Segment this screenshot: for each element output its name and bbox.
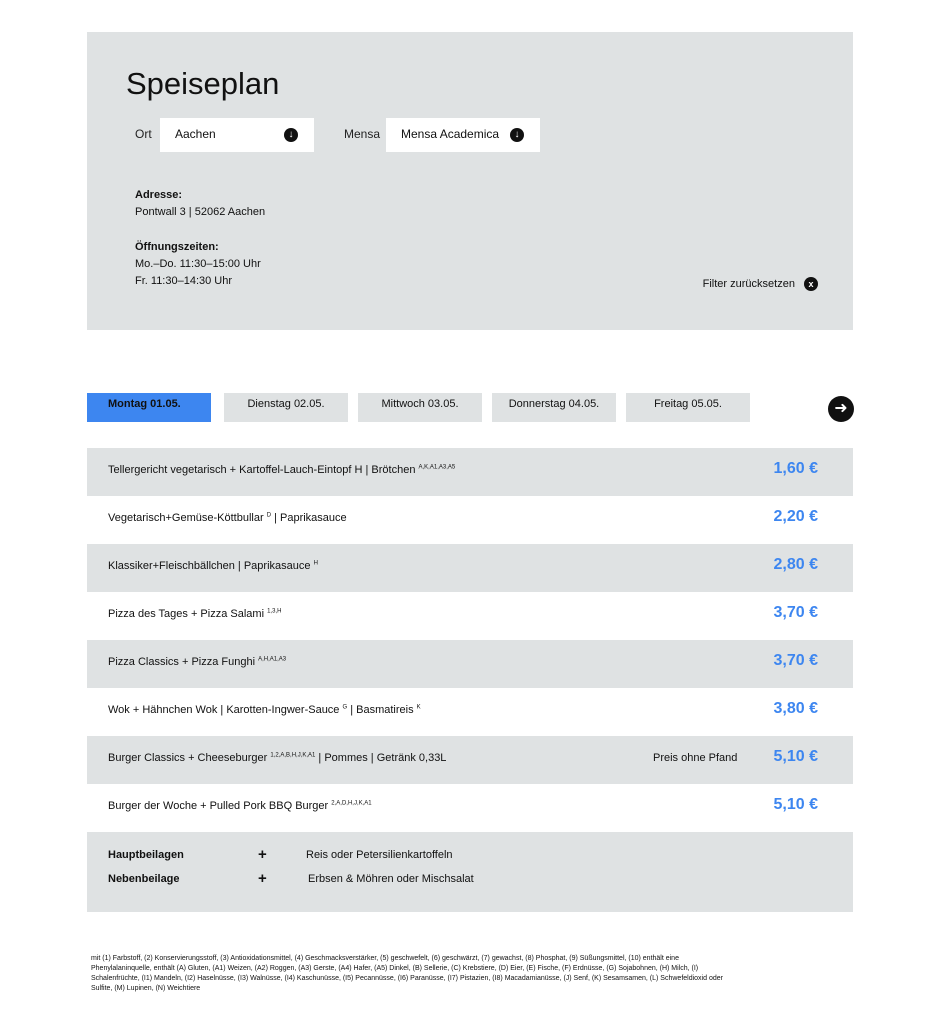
menu-row bbox=[87, 448, 853, 496]
tab-donnerstag[interactable]: Donnerstag 04.05. bbox=[492, 393, 616, 422]
price: 2,20 € bbox=[773, 508, 818, 525]
menu-row bbox=[87, 592, 853, 640]
menu-item-text-2: | Paprikasauce bbox=[271, 512, 347, 524]
mensa-label: Mensa bbox=[344, 127, 381, 141]
hours-line-1: Mo.–Do. 11:30–15:00 Uhr bbox=[135, 258, 261, 270]
address-block bbox=[135, 187, 265, 221]
price: 3,70 € bbox=[773, 652, 818, 669]
address-value: Pontwall 3 | 52062 Aachen bbox=[135, 206, 266, 218]
menu-item-text: Tellergericht vegetarisch + Kartoffel-Lauch-Eintopf H | Brötchen bbox=[108, 464, 416, 476]
allergen-codes: A,K,A1,A3,A5 bbox=[418, 464, 456, 471]
allergen-codes: D bbox=[266, 512, 272, 519]
allergen-codes: 1,3,H bbox=[267, 608, 282, 615]
price: 3,80 € bbox=[773, 700, 818, 717]
mensa-value: Mensa Academica bbox=[401, 127, 500, 141]
arrow-down-circle-icon: ↓ bbox=[284, 128, 298, 142]
menu-item-text: Pizza des Tages + Pizza Salami bbox=[108, 608, 265, 620]
page-title: Speiseplan bbox=[126, 66, 280, 101]
ort-value: Aachen bbox=[175, 127, 216, 141]
plus-icon: + bbox=[258, 870, 267, 887]
tab-dienstag[interactable]: Dienstag 02.05. bbox=[224, 393, 348, 422]
menu-item-text: Klassiker+Fleischbällchen | Paprikasauce bbox=[108, 560, 311, 572]
side-value: Erbsen & Möhren oder Mischsalat bbox=[308, 873, 474, 885]
price: 5,10 € bbox=[773, 796, 818, 813]
allergen-codes-2: K bbox=[416, 704, 421, 711]
allergen-codes: H bbox=[313, 560, 318, 567]
price-note: Preis ohne Pfand bbox=[653, 752, 738, 764]
reset-filter-label: Filter zurücksetzen bbox=[702, 277, 795, 290]
price: 2,80 € bbox=[773, 556, 818, 573]
side-dishes-panel bbox=[87, 832, 853, 912]
ort-select[interactable] bbox=[160, 118, 314, 152]
menu-row bbox=[87, 544, 853, 592]
header-panel bbox=[87, 32, 853, 330]
mensa-select[interactable] bbox=[386, 118, 540, 152]
allergen-codes: 2,A,D,H,J,K,A1 bbox=[331, 800, 372, 807]
main-sides-label: Hauptbeilagen bbox=[108, 849, 184, 861]
arrow-down-circle-icon: ↓ bbox=[510, 128, 524, 142]
menu-row bbox=[87, 640, 853, 688]
tab-freitag[interactable]: Freitag 05.05. bbox=[626, 393, 750, 422]
menu-row bbox=[87, 784, 853, 832]
price: 1,60 € bbox=[773, 460, 818, 477]
hours-block bbox=[135, 239, 261, 290]
close-circle-icon: x bbox=[804, 277, 818, 291]
menu-row bbox=[87, 736, 853, 784]
main-sides-value: Reis oder Petersilienkartoffeln bbox=[306, 849, 453, 861]
menu-item-text-2: | Pommes | Getränk 0,33L bbox=[315, 752, 447, 764]
address-label: Adresse: bbox=[135, 189, 183, 201]
hours-line-2: Fr. 11:30–14:30 Uhr bbox=[135, 275, 233, 287]
menu-item-text: Pizza Classics + Pizza Funghi bbox=[108, 656, 256, 668]
allergen-footnote: mit (1) Farbstoff, (2) Konservierungsstoff, (3) Antioxidationsmittel, (4) Geschmacksverstärker, (5) geschwefelt, (6) geschwärzt, (7) gewachst, (8) Phosphat, (9) Süßungsmittel, (10) enthält eine Phenylalaninquelle, enthält (A) Gluten, (A1) Weizen, (A2) Roggen, (A3) Gerste, (A4) Hafer, (A5) Dinkel, (B) Sellerie, (C) Krebstiere, (D) Eier, (E) Fische, (F) Erdnüsse, (G) Sojabohnen, (H) Milch, (I) Schalenfrüchte, (I1) Mandeln, (I2) Haselnüsse, (I3) Walnüsse, (I4) Kaschunüsse, (I5) Pecannüsse, (I6) Paranüsse, (I7) Pistazien, (I8) Macadamianüsse, (J) Senf, (K) Sesamsamen, (L) Schwefeldioxid oder Sulfite, (M) Lupinen, (N) Weichtiere bbox=[91, 955, 723, 992]
price: 5,10 € bbox=[773, 748, 818, 765]
tab-montag[interactable]: Montag 01.05. bbox=[87, 393, 211, 422]
ort-label: Ort bbox=[135, 127, 152, 141]
menu-list bbox=[87, 448, 853, 832]
allergen-codes: A,H,A1,A3 bbox=[258, 656, 287, 663]
side-label: Nebenbeilage bbox=[108, 873, 180, 885]
allergen-codes: G bbox=[342, 704, 348, 711]
menu-item-text: Burger Classics + Cheeseburger bbox=[108, 752, 268, 764]
reset-filter-button[interactable] bbox=[703, 277, 818, 291]
menu-item-text: Wok + Hähnchen Wok | Karotten-Ingwer-Sauce bbox=[108, 704, 340, 716]
menu-row bbox=[87, 688, 853, 736]
price: 3,70 € bbox=[773, 604, 818, 621]
menu-item-text: Vegetarisch+Gemüse-Köttbullar bbox=[108, 512, 264, 524]
hours-label: Öffnungszeiten: bbox=[135, 241, 219, 253]
menu-item-text-2: | Basmatireis bbox=[347, 704, 414, 716]
allergen-codes: 1,2,A,B,H,J,K,A1 bbox=[270, 752, 316, 759]
menu-row bbox=[87, 496, 853, 544]
plus-icon: + bbox=[258, 846, 267, 863]
tab-mittwoch[interactable]: Mittwoch 03.05. bbox=[358, 393, 482, 422]
arrow-right-circle-icon[interactable]: ➜ bbox=[828, 396, 854, 422]
menu-item-text: Burger der Woche + Pulled Pork BBQ Burger bbox=[108, 800, 329, 812]
